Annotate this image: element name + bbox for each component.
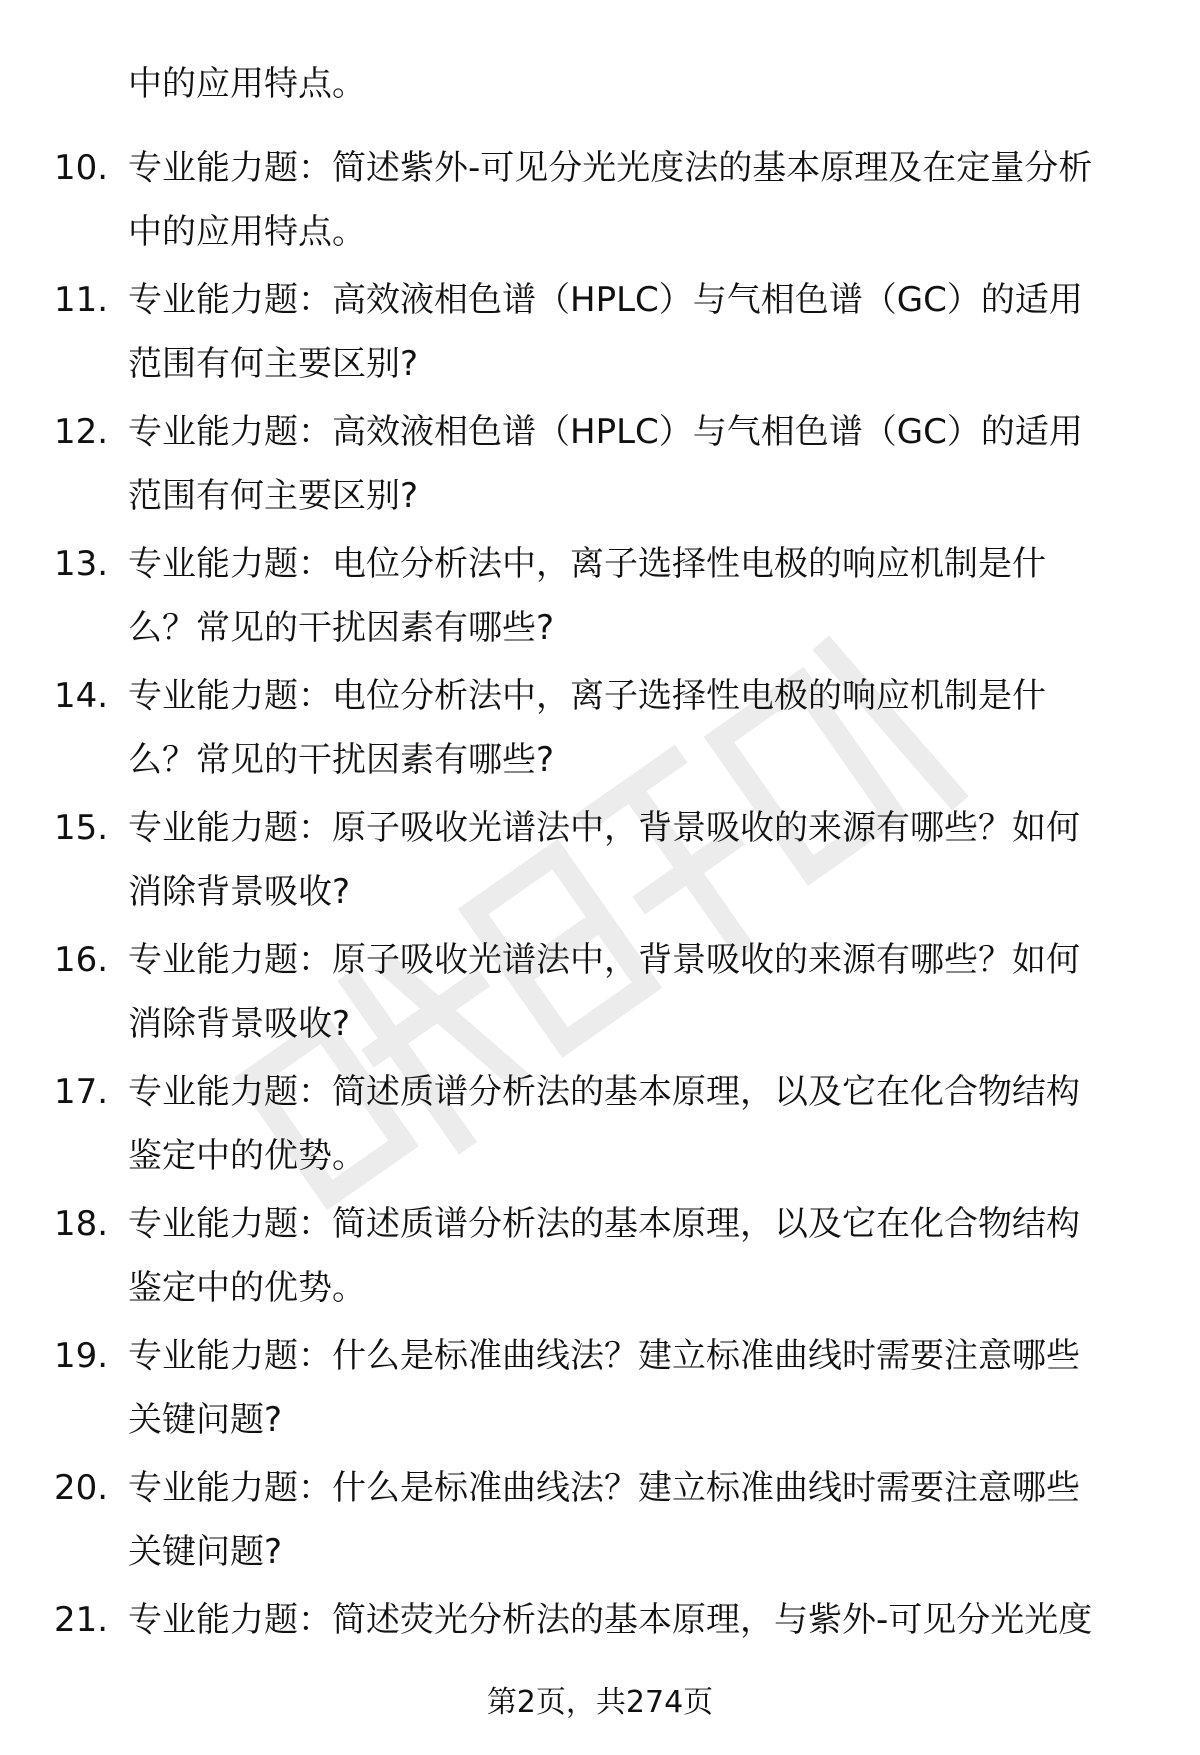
question-text-line: 专业能力题：简述荧光分析法的基本原理，与紫外-可见分光光度 [128,1600,1093,1640]
question-text [128,1598,1168,1662]
question-item [0,674,1200,806]
question-text [128,278,1168,406]
question-text [128,1202,1168,1330]
question-number: 16. [54,940,109,980]
question-item [0,542,1200,674]
question-number: 15. [54,808,109,848]
question-item [0,1070,1200,1202]
question-text-line: 专业能力题：原子吸收光谱法中，背景吸收的来源有哪些？如何 [128,808,1080,848]
question-text-line: 么？常见的干扰因素有哪些? [128,740,555,780]
question-number: 20. [54,1468,109,1508]
question-number: 18. [54,1204,109,1244]
question-text-line: 专业能力题：简述紫外-可见分光光度法的基本原理及在定量分析 [128,148,1093,188]
question-text-line: 专业能力题：高效液相色谱（HPLC）与气相色谱（GC）的适用 [128,412,1083,452]
question-item [0,278,1200,410]
question-text-line: 鉴定中的优势。 [128,1136,366,1176]
question-text [128,938,1168,1066]
question-number: 21. [54,1600,109,1640]
question-number: 14. [54,676,109,716]
question-text-line: 范围有何主要区别? [128,344,419,384]
question-text [128,1070,1168,1198]
question-number: 10. [54,148,109,188]
question-text-line: 专业能力题：原子吸收光谱法中，背景吸收的来源有哪些？如何 [128,940,1080,980]
question-item [0,410,1200,542]
page-footer: 第2页，共274页 [486,1685,714,1720]
question-item [0,1466,1200,1598]
question-item [0,1334,1200,1466]
question-number: 17. [54,1072,109,1112]
question-number: 12. [54,412,109,452]
question-text [128,146,1168,274]
question-text-line: 关键问题? [128,1400,283,1440]
question-number: 19. [54,1336,109,1376]
question-text-line: 专业能力题：高效液相色谱（HPLC）与气相色谱（GC）的适用 [128,280,1083,320]
question-text-line: 专业能力题：什么是标准曲线法？建立标准曲线时需要注意哪些 [128,1468,1080,1508]
question-text-line: 么？常见的干扰因素有哪些? [128,608,555,648]
question-list [0,146,1200,1730]
question-text [128,542,1168,670]
question-text-line: 消除背景吸收? [128,872,351,912]
question-text [128,410,1168,538]
question-number: 11. [54,280,109,320]
question-text [128,806,1168,934]
question-text-line: 关键问题? [128,1532,283,1572]
question-item [0,806,1200,938]
question-text-line: 鉴定中的优势。 [128,1268,366,1308]
question-text-line: 消除背景吸收? [128,1004,351,1044]
question-text-line: 专业能力题：电位分析法中，离子选择性电极的响应机制是什 [128,676,1046,716]
question-item [0,938,1200,1070]
question-text [128,674,1168,802]
question-text-line: 中的应用特点。 [128,212,366,252]
question-item [0,1202,1200,1334]
continuation-text: 中的应用特点。 [128,64,366,104]
question-item [0,146,1200,278]
question-number: 13. [54,544,109,584]
question-text-line: 专业能力题：什么是标准曲线法？建立标准曲线时需要注意哪些 [128,1336,1080,1376]
question-text-line: 范围有何主要区别? [128,476,419,516]
question-text-line: 专业能力题：简述质谱分析法的基本原理，以及它在化合物结构 [128,1204,1080,1244]
question-text-line: 专业能力题：简述质谱分析法的基本原理，以及它在化合物结构 [128,1072,1080,1112]
question-text [128,1334,1168,1462]
question-text-line: 专业能力题：电位分析法中，离子选择性电极的响应机制是什 [128,544,1046,584]
question-text [128,1466,1168,1594]
